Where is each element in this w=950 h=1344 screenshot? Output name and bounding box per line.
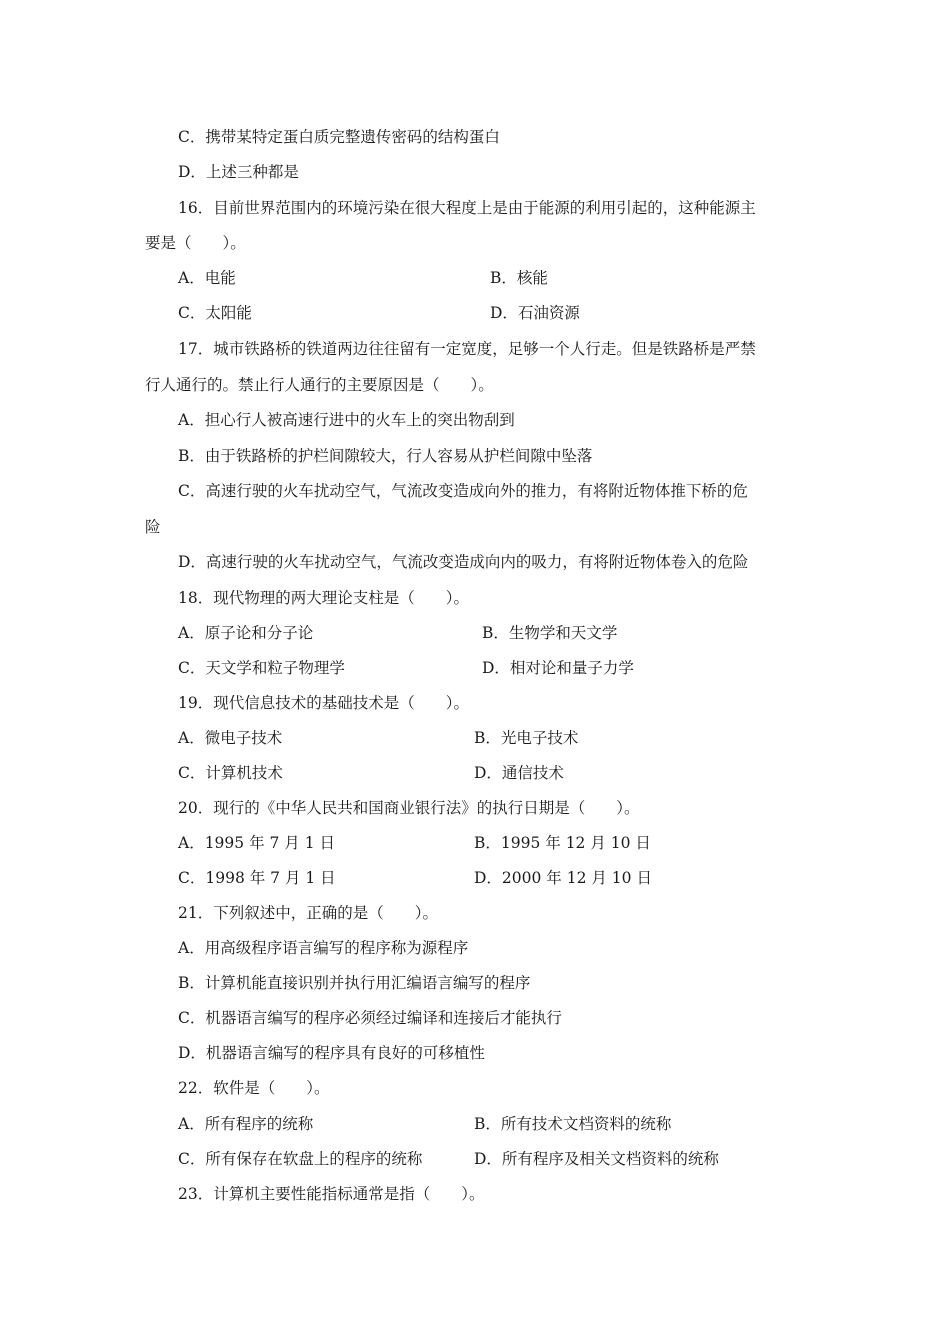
option-c-cont: 险 xyxy=(145,518,161,536)
option-d: D．相对论和量子力学 xyxy=(482,659,634,677)
question-17-cont: 行人通行的。禁止行人通行的主要原因是（ ）。 xyxy=(145,376,494,394)
question-16: 16．目前世界范围内的环境污染在很大程度上是由于能源的利用引起的，这种能源主 xyxy=(178,199,756,217)
option-b: B．由于铁路桥的护栏间隙较大，行人容易从护栏间隙中坠落 xyxy=(178,447,593,465)
option-d: D．上述三种都是 xyxy=(178,163,299,181)
option-a: A．电能 xyxy=(178,269,236,287)
option-b: B．核能 xyxy=(490,269,548,287)
option-c: C．高速行驶的火车扰动空气，气流改变造成向外的推力，有将附近物体推下桥的危 xyxy=(178,482,748,500)
option-d: D．机器语言编写的程序具有良好的可移植性 xyxy=(178,1044,485,1062)
option-c: C．1998 年 7 月 1 日 xyxy=(178,869,336,887)
option-b: B．生物学和天文学 xyxy=(482,624,618,642)
option-a: A．所有程序的统称 xyxy=(178,1115,314,1133)
option-d: D．高速行驶的火车扰动空气，气流改变造成向内的吸力，有将附近物体卷入的危险 xyxy=(178,553,749,571)
question-18: 18．现代物理的两大理论支柱是（ ）。 xyxy=(178,589,469,607)
question-16-cont: 要是（ ）。 xyxy=(145,234,246,252)
question-17: 17．城市铁路桥的铁道两边往往留有一定宽度，足够一个人行走。但是铁路桥是严禁 xyxy=(178,340,756,358)
question-23: 23．计算机主要性能指标通常是指（ ）。 xyxy=(178,1185,485,1203)
option-a: A．用高级程序语言编写的程序称为源程序 xyxy=(178,939,469,957)
option-c: C．所有保存在软盘上的程序的统称 xyxy=(178,1150,423,1168)
option-d: D．2000 年 12 月 10 日 xyxy=(474,869,652,887)
option-c: C．太阳能 xyxy=(178,304,252,322)
question-19: 19．现代信息技术的基础技术是（ ）。 xyxy=(178,694,469,712)
option-b: B．所有技术文档资料的统称 xyxy=(474,1115,672,1133)
option-b: B．1995 年 12 月 10 日 xyxy=(474,834,651,852)
option-d: D．石油资源 xyxy=(490,304,580,322)
question-22: 22．软件是（ ）。 xyxy=(178,1079,330,1097)
question-21: 21．下列叙述中，正确的是（ ）。 xyxy=(178,904,438,922)
option-c: C．计算机技术 xyxy=(178,764,283,782)
option-a: A．1995 年 7 月 1 日 xyxy=(178,834,335,852)
option-a: A．原子论和分子论 xyxy=(178,624,314,642)
option-b: B．光电子技术 xyxy=(474,729,579,747)
option-b: B．计算机能直接识别并执行用汇编语言编写的程序 xyxy=(178,974,531,992)
option-c: C．天文学和粒子物理学 xyxy=(178,659,345,677)
option-a: A．微电子技术 xyxy=(178,729,283,747)
option-d: D．通信技术 xyxy=(474,764,564,782)
option-c: C．携带某特定蛋白质完整遗传密码的结构蛋白 xyxy=(178,128,500,146)
option-a: A．担心行人被高速行进中的火车上的突出物刮到 xyxy=(178,411,515,429)
option-d: D．所有程序及相关文档资料的统称 xyxy=(474,1150,719,1168)
question-20: 20．现行的《中华人民共和国商业银行法》的执行日期是（ ）。 xyxy=(178,799,640,817)
option-c: C．机器语言编写的程序必须经过编译和连接后才能执行 xyxy=(178,1009,562,1027)
